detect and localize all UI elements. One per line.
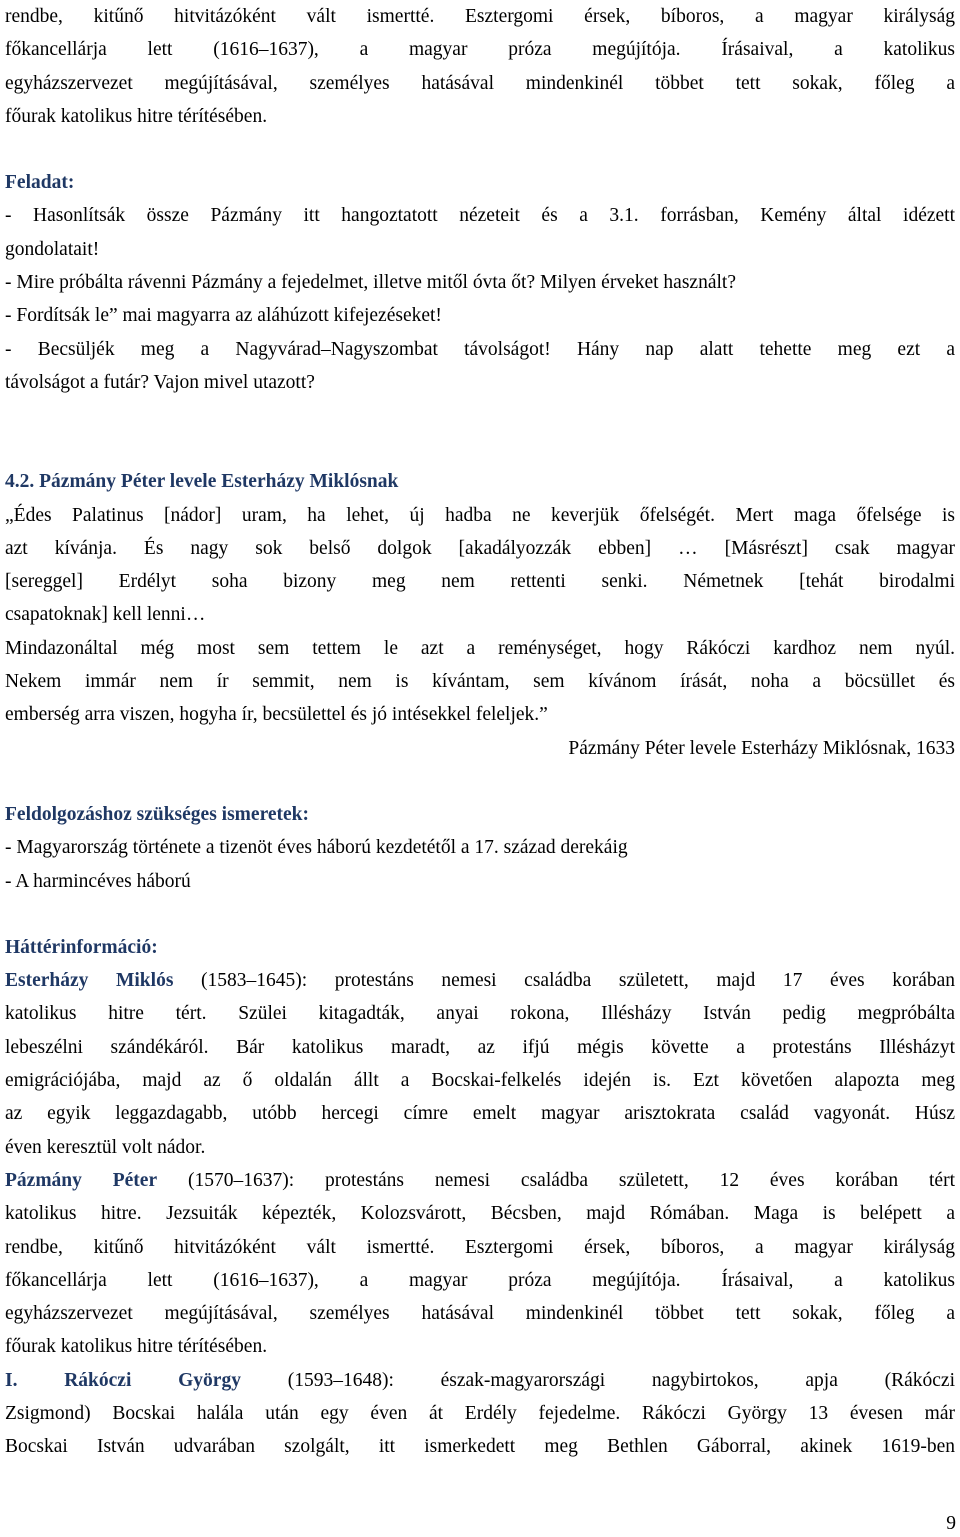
bio-line: főurak katolikus hitre térítésében. [5,1336,268,1358]
knowledge-heading: Feldolgozáshoz szükséges ismeretek: [5,803,310,825]
task-question: gondolatait! [5,238,100,260]
bio-line: emigrációjába, majd az ő oldalán állt a Bocskai-felkelés idején is. Ezt követően alapozta meg [5,1070,955,1092]
bio-name: I. Rákóczi György [5,1369,241,1391]
letter-line: azt kívánja. És nagy sok belső dolgok [akadályozzák ebben] … [Másrészt] csak magyar [5,537,955,559]
text-line: egyházszervezet megújításával, személyes hatásával mindenkinél többet tett sokak, főleg a [5,72,955,94]
bio-name: Pázmány Péter [5,1169,158,1191]
letter-line: csapatoknak] kell lenni… [5,604,206,626]
bio-line: az egyik leggazdagabb, utóbb hercegi címre emelt magyar arisztokrata család vagyonát. Húsz [5,1103,955,1125]
bio-line: Pázmány Péter (1570–1637): protestáns nemesi családba született, 12 éves korában tért [5,1169,956,1191]
document-page [5,0,955,1464]
letter-line: Nekem immár nem ír semmit, nem is kívántam, sem kívánom írását, noha a böcsüllet és [5,671,955,693]
letter-heading: 4.2. Pázmány Péter levele Esterházy Miklósnak [5,471,399,493]
bio-line: rendbe, kitűnő hitvitázóként vált ismertté. Esztergomi érsek, bíboros, a magyar királyság [5,1236,955,1258]
bio-line: Esterházy Miklós (1583–1645): protestáns nemesi családba született, majd 17 éves korában [5,970,955,992]
letter-line: Mindazonáltal még most sem tettem le azt a reménységet, hogy Rákóczi kardhoz nem nyúl. [5,637,955,659]
bio-pazmany [5,1164,955,1364]
bio-line: egyházszervezet megújításával, személyes hatásával mindenkinél többet tett sokak, főleg a [5,1303,955,1325]
bio-line: főkancellárja lett (1616–1637), a magyar próza megújítója. Írásaival, a katolikus [5,1269,955,1291]
page-number: 9 [946,1513,956,1534]
letter-source: Pázmány Péter levele Esterházy Miklósnak, 1633 [568,737,955,759]
task-question: távolságot a futár? Vajon mivel utazott? [5,371,315,393]
letter-section [5,465,955,765]
letter-line: „Édes Palatinus [nádor] uram, ha lehet, új hadba ne keverjük őfelségét. Mert maga őfelsége is [5,504,955,526]
background-section [5,931,955,1464]
task-question: - Fordítsák le” mai magyarra az aláhúzott kifejezéseket! [5,305,442,327]
bio-line: lebeszélni szándékáról. Bár katolikus maradt, az ifjú mégis követte a protestáns Illésházyt [5,1036,955,1058]
bio-line: éven keresztül volt nádor. [5,1136,206,1158]
text-line: főkancellárja lett (1616–1637), a magyar próza megújítója. Írásaival, a katolikus [5,39,955,61]
text-line: főurak katolikus hitre térítésében. [5,105,268,127]
knowledge-item: - Magyarország története a tizenöt éves háború kezdetétől a 17. század derekáig [5,837,628,859]
bio-name: Esterházy Miklós [5,970,174,992]
task-heading: Feladat: [5,172,75,194]
knowledge-section [5,798,955,898]
task-question: - Hasonlítsák össze Pázmány itt hangoztatott nézeteit és a 3.1. forrásban, Kemény által idézett [5,205,955,227]
bio-line: Bocskai István udvarában szolgált, itt ismerkedett meg Bethlen Gáborral, akinek 1619-ben [5,1436,955,1458]
task-question: - Mire próbálta rávenni Pázmány a fejedelmet, illetve mitől óvta őt? Milyen érveket használt? [5,272,736,294]
bio-line: I. Rákóczi György (1593–1648): észak-magyarországi nagybirtokos, apja (Rákóczi [5,1369,955,1391]
knowledge-item: - A harmincéves háború [5,870,191,892]
letter-line: emberség arra viszen, hogyha ír, becsülettel és jó intésekkel feleljek.” [5,704,548,726]
bio-line: katolikus hitre. Jezsuiták képezték, Kolozsvárott, Bécsben, majd Rómában. Maga is belépett a [5,1203,955,1225]
letter-line: [sereggel] Erdélyt soha bizony meg nem rettenti senki. Németnek [tehát birodalmi [5,571,955,593]
text-line: rendbe, kitűnő hitvitázóként vált ismertté. Esztergomi érsek, bíboros, a magyar királyság [5,6,955,27]
bio-esterhazy [5,964,955,1164]
bio-line: katolikus hitre tért. Szülei kitagadták, anyai rokona, Illésházy István pedig megpróbálta [5,1003,955,1025]
task-section [5,166,955,399]
task-question: - Becsüljék meg a Nagyvárad–Nagyszombat távolságot! Hány nap alatt tehette meg ezt a [5,338,955,360]
background-heading: Háttérinformáció: [5,936,158,958]
intro-paragraph [5,0,955,133]
bio-line: Zsigmond) Bocskai halála után egy éven át Erdély fejedelme. Rákóczi György 13 évesen már [5,1402,955,1424]
bio-rakoczi [5,1364,955,1464]
